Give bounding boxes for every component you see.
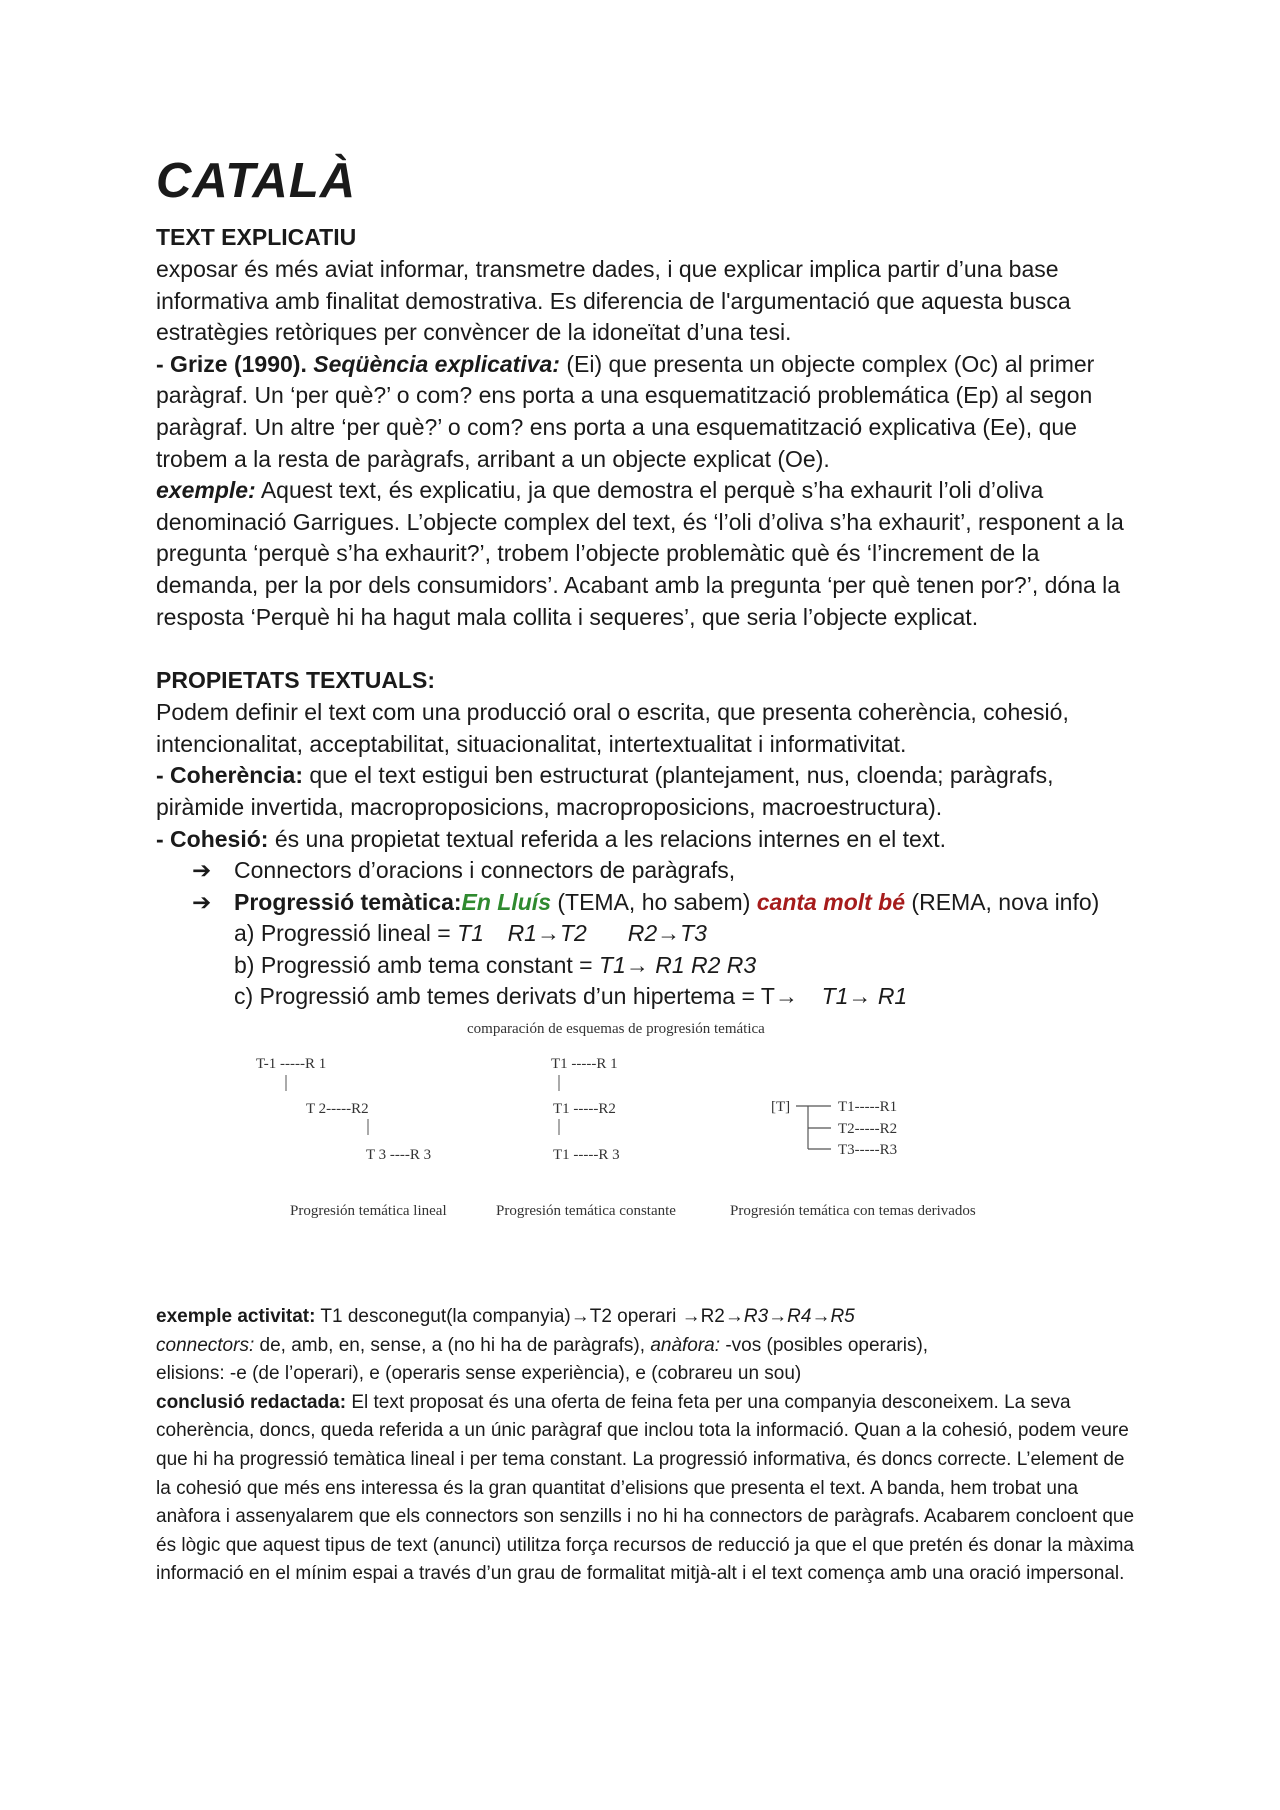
spacer	[156, 633, 1136, 663]
linear-line-1: T-1 -----R 1	[256, 1056, 327, 1073]
bullet2-end: (REMA, nova info)	[905, 888, 1100, 915]
example-text: Aquest text, és explicatiu, ja que demostra el perquè s’ha exhaurit l’oli d’oliva denominació Garrigues. L’objecte complex del text, és ‘l’oli d’oliva s’ha exhaurit’, responent a la pregunta ‘perquè s’ha exhaurit?’, trobem l’objecte problemàtic què és ‘l’increment de la demanda, per la por dels consumidors’. Acabant amb la pregunta ‘per què tenen por?’, dóna la resposta ‘Perquè hi ha hagut mala collita i sequeres’, que seria l’objecte explicat.	[156, 477, 1124, 630]
sub-item-a	[156, 918, 1136, 950]
diagram-title: comparación de esquemas de progresión temática	[467, 1021, 765, 1038]
caption-linear: Progresión temática lineal	[290, 1203, 447, 1220]
coherence-label: - Coherència:	[156, 762, 303, 789]
derived-line-2: T2-----R2	[838, 1121, 898, 1138]
section-heading-text-explicatiu: TEXT EXPLICATIU	[156, 224, 357, 250]
sub-c-formula: T1→ R1	[804, 983, 890, 1010]
anaphora-label: anàfora:	[650, 1334, 721, 1356]
page-title: CATALÀ	[156, 154, 357, 208]
conclusion-text: El text proposat és una oferta de feina feta per una companyia desconeixem. La seva coherència, doncs, queda referida a un únic paràgraf que inclou tota la informació. Quan a la cohesió, podem veure que hi ha progressió temàtica lineal i per tema constant. La progressió informativa, és doncs correcte. L’element de la cohesió que més ens interessa és la gran quantitat d’elisions que presenta el text. A banda, hem trobat una anàfora i assenyalarem que els connectors son senzills i no hi ha connectors de paràgrafs. Acabarem concloent que és lògic que aquest tipus de text (anunci) utilitza força recursos de reducció ja que el que pretén és donar la màxima informació en el mínim espai a través d’un grau de formalitat mitjà-alt i el text comença amb una oració impersonal.	[156, 1391, 1135, 1585]
conclusion-label: conclusió redactada:	[156, 1391, 347, 1413]
connectors-line	[156, 1332, 1136, 1361]
sub-item-c	[156, 981, 1136, 1013]
progression-diagram	[156, 1013, 1136, 1303]
constant-line-1: T1 -----R 1	[551, 1056, 618, 1073]
cohesion-label: - Cohesió:	[156, 825, 269, 852]
linear-line-2: T 2-----R2	[306, 1101, 369, 1118]
caption-constant: Progresión temática constante	[496, 1203, 676, 1220]
sub-b-formula: T1→ R1 R2 R3	[598, 951, 757, 978]
bullet2-mid: (TEMA, ho sabem)	[550, 888, 757, 915]
bullet2-label: Progressió temàtica:	[234, 888, 462, 915]
sub-a-formula: T1 R1→T2 R2→T3	[457, 920, 656, 947]
sub-c-label: c) Progressió amb temes derivats d’un hipertema = T→	[234, 983, 805, 1010]
grize-text: (Ei) que presenta un objecte complex (Oc) al primer paràgraf. Un ‘per què?’ o com? ens porta a una esquematització problemática (Ep) al segon paràgraf. Un altre ‘per què?’ o com? ens porta a una esquematització explicativa (Ee), que trobem a la resta de paràgrafs, arribant a un objecte explicat (Oe).	[156, 350, 1095, 472]
caption-derived: Progresión temática con temas derivados	[730, 1203, 976, 1220]
activity-label: exemple activitat:	[156, 1306, 316, 1328]
activity-line	[156, 1303, 1136, 1332]
paragraph-intro: exposar és més aviat informar, transmetre dades, i que explicar implica partir d’una base informativa amb finalitat demostrativa. Es diferencia de l'argumentació que aquesta busca estratègies retòriques per convèncer de la idoneïtat d’una tesi.	[156, 256, 1071, 346]
list-item-progressio	[156, 887, 1136, 919]
derived-line-3: T3-----R3	[838, 1142, 898, 1159]
bullet2-rheme: canta molt bé	[756, 888, 906, 915]
activity-text: T1 desconegut(la companyia)→T2 operari →R2	[315, 1306, 725, 1328]
list-item-connectors	[156, 855, 1136, 887]
coherence-text: que el text estigui ben estructurat (plantejament, nus, cloenda; paràgrafs, piràmide invertida, macroproposicions, macroproposicions, macroestructura).	[156, 762, 1054, 820]
constant-line-2: T1 -----R2	[553, 1101, 616, 1118]
derived-line-1: T1-----R1	[838, 1099, 898, 1116]
connectors-label: connectors:	[156, 1334, 255, 1356]
elisions-line: elisions: -e (de l’operari), e (operaris sense experiència), e (cobrareu un sou)	[156, 1363, 802, 1385]
connectors-text: de, amb, en, sense, a (no hi ha de paràgrafs),	[254, 1334, 651, 1356]
conclusion-paragraph	[156, 1389, 1136, 1589]
sub-b-label: b) Progressió amb tema constant =	[234, 951, 599, 978]
bullet2-theme: En Lluís	[461, 888, 551, 915]
linear-line-3: T 3 ----R 3	[366, 1147, 432, 1164]
diagram-schemes	[256, 1053, 1076, 1203]
paragraph-grize	[156, 349, 1136, 475]
activity-italic: →R3→R4→R5	[724, 1306, 855, 1328]
arrow-bullet-icon: ➔	[192, 888, 212, 915]
arrow-bullet-icon: ➔	[192, 857, 212, 884]
document-page	[156, 150, 1136, 1589]
paragraph-cohesio	[156, 824, 1136, 856]
derived-root: [T]	[771, 1099, 791, 1116]
bullet1-text: Connectors d’oracions i connectors de paràgrafs,	[234, 857, 736, 884]
example-label: exemple:	[156, 477, 256, 504]
grize-label: - Grize (1990).	[156, 350, 307, 377]
constant-line-3: T1 -----R 3	[553, 1147, 620, 1164]
paragraph-propietats-intro: Podem definir el text com una producció oral o escrita, que presenta coherència, cohesió, intencionalitat, acceptabilitat, situacionalitat, intertextualitat i informativitat.	[156, 699, 1069, 757]
sub-a-label: a) Progressió lineal =	[234, 920, 458, 947]
paragraph-coherencia	[156, 760, 1136, 823]
section-heading-propietats: PROPIETATS TEXTUALS:	[156, 667, 435, 694]
sub-item-b	[156, 950, 1136, 982]
cohesion-text: és una propietat textual referida a les relacions internes en el text.	[268, 825, 947, 852]
paragraph-example	[156, 475, 1136, 633]
anaphora-text: -vos (posibles operaris),	[720, 1334, 929, 1356]
grize-term: Seqüència explicativa:	[313, 350, 560, 377]
